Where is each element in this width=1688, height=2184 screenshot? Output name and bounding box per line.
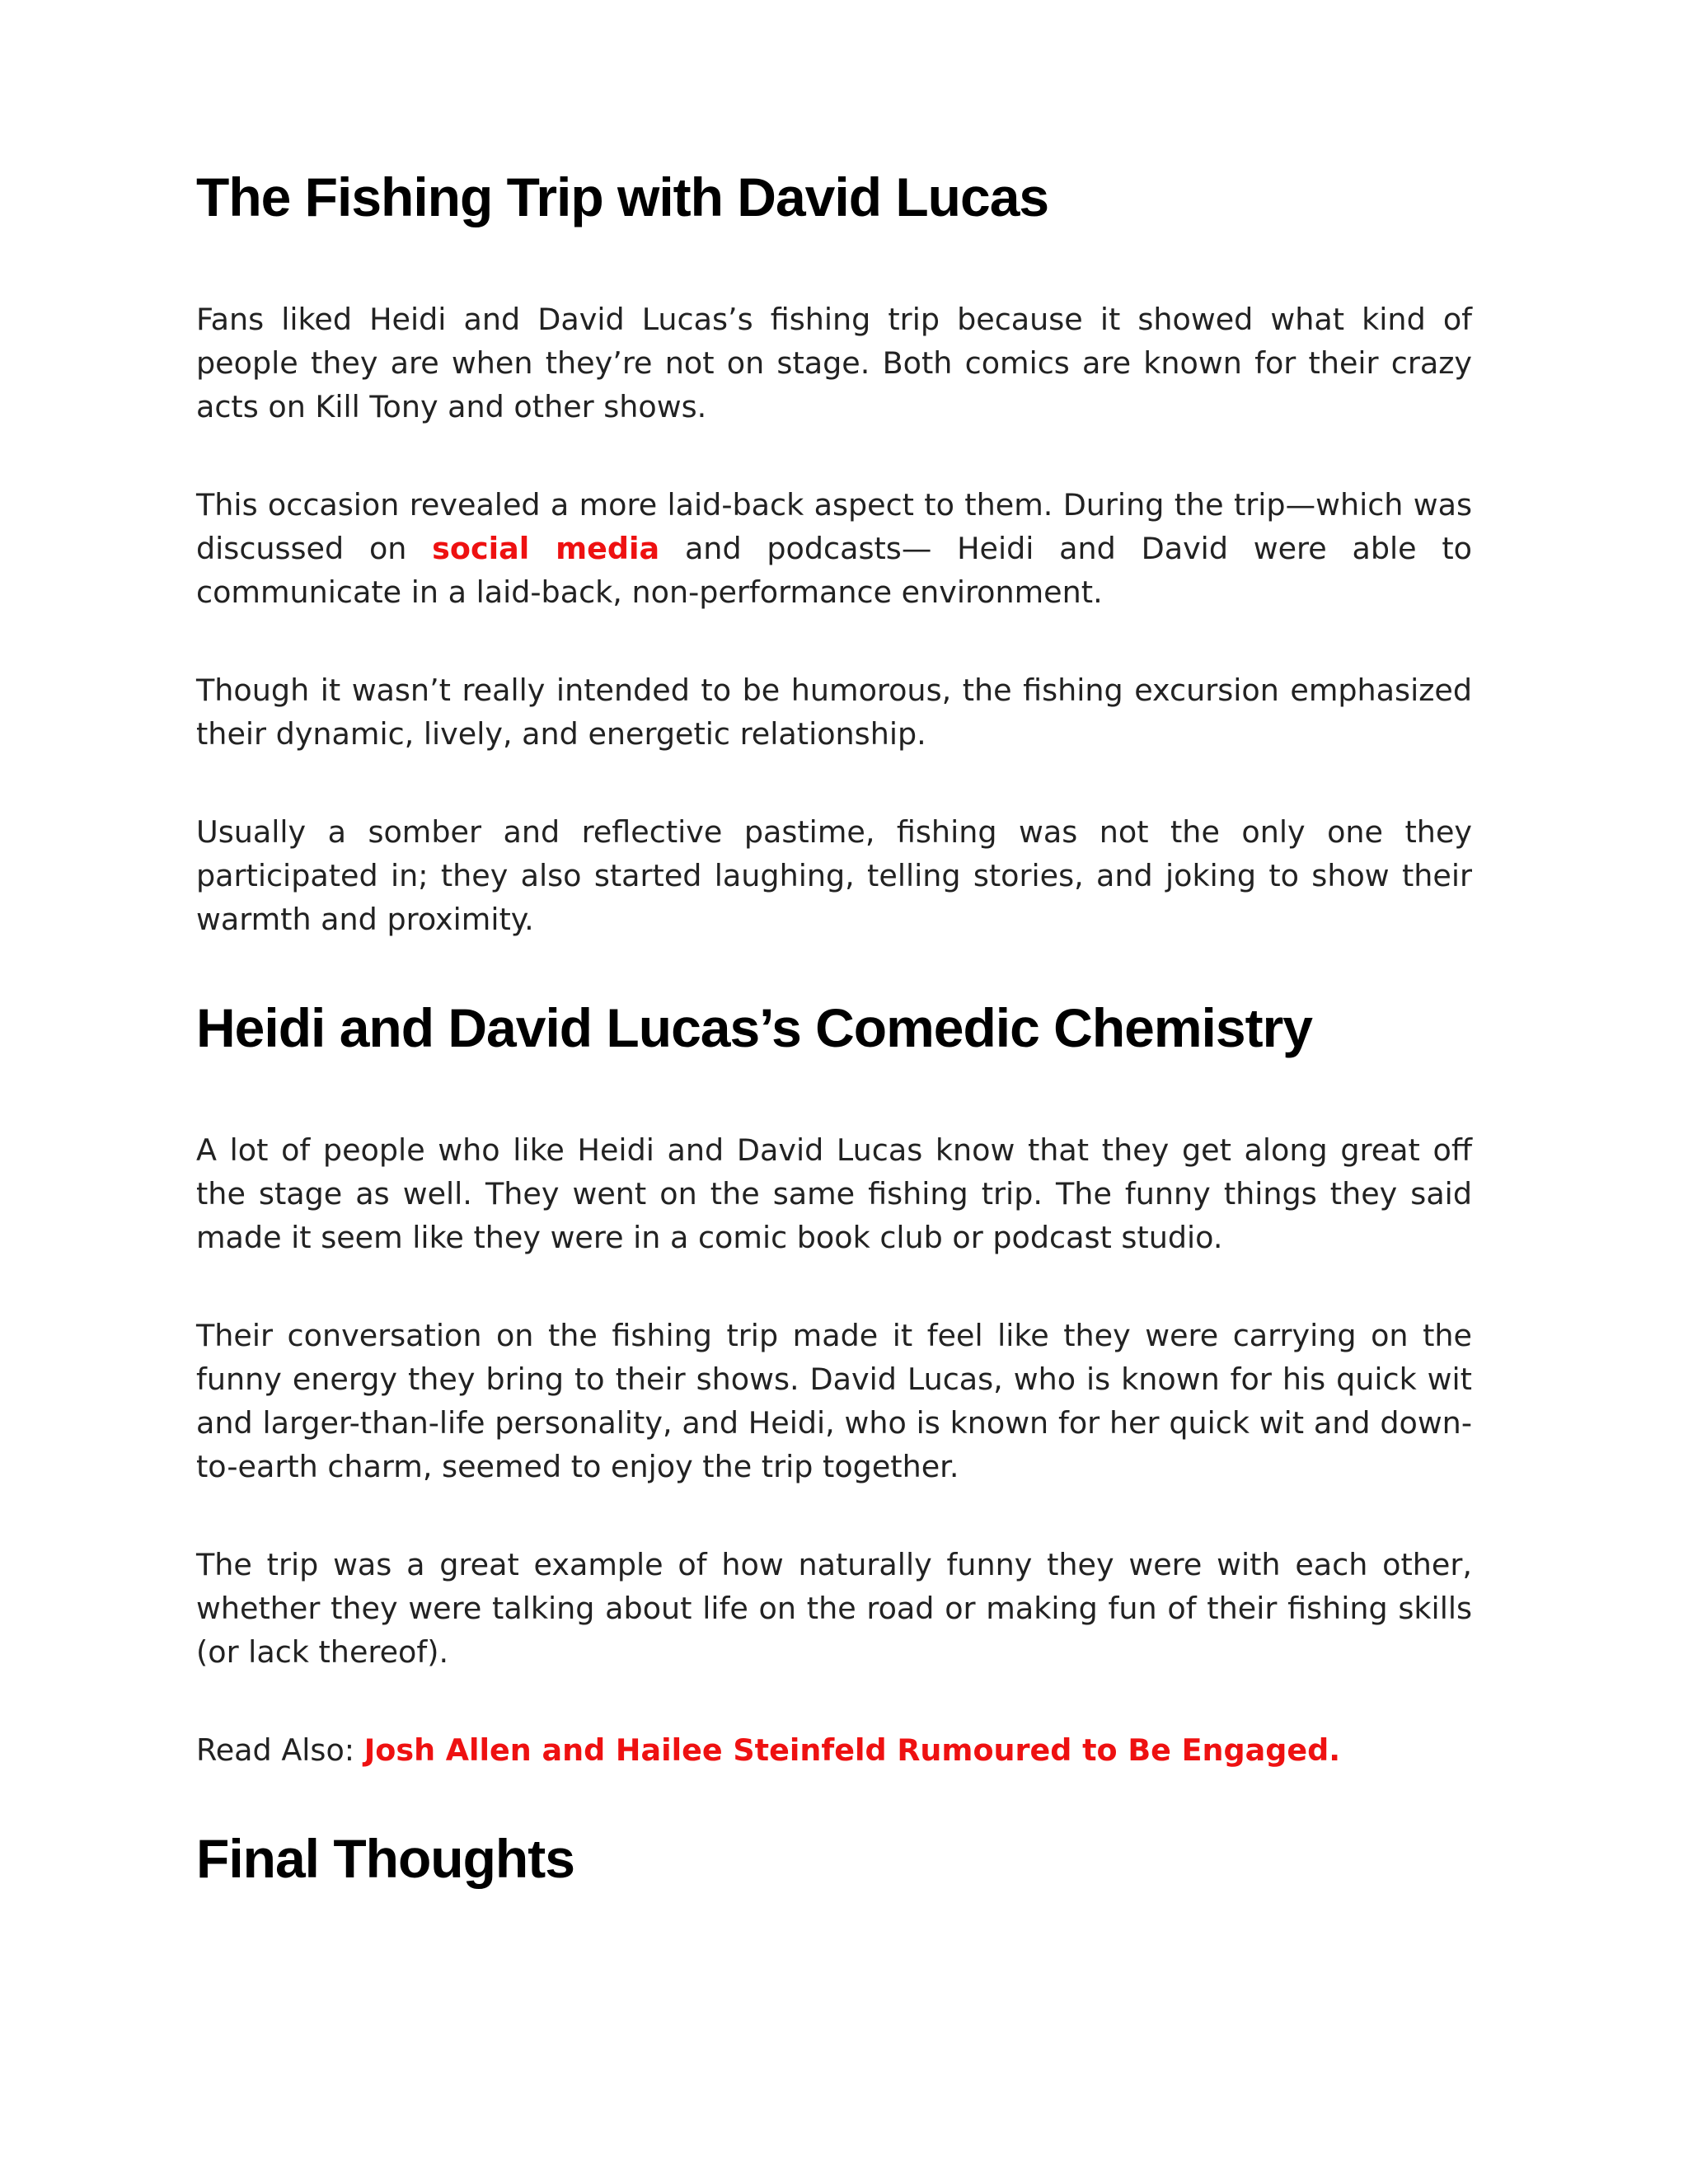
paragraph: [196, 483, 1472, 614]
paragraph-text: and podcasts— Heidi and David were able to communicate in a laid-back, non-performance environment.: [196, 531, 1472, 611]
section-heading-comedic-chemistry: Heidi and David Lucas’s Comedic Chemistry: [196, 997, 1312, 1059]
paragraph: Usually a somber and reflective pastime, fishing was not the only one they participated in; they also started laughing, telling stories, and joking to show their warmth and proximity.: [196, 814, 1472, 938]
paragraph: Their conversation on the fishing trip made it feel like they were carrying on the funny energy they bring to their shows. David Lucas, who is known for his quick wit and larger-than-life personality, and Heidi, who is known for her quick wit and down-to-earth charm, seemed to enjoy the trip together.: [196, 1318, 1472, 1485]
paragraph-text: This occasion revealed a more laid-back aspect to them. During the trip—which was discussed on: [196, 487, 1472, 567]
read-also-label: Read Also:: [196, 1732, 364, 1769]
paragraph: Fans liked Heidi and David Lucas’s fishing trip because it showed what kind of people they are when they’re not on stage. Both comics are known for their crazy acts on Kill Tony and other shows.: [196, 302, 1472, 425]
read-also: [196, 1728, 1472, 1772]
read-also-link[interactable]: Josh Allen and Hailee Steinfeld Rumoured to Be Engaged.: [363, 1732, 1341, 1769]
social-media-link[interactable]: social media: [432, 531, 660, 567]
paragraph: A lot of people who like Heidi and David Lucas know that they get along great off the stage as well. They went on the same fishing trip. The funny things they said made it seem like they were in a comic book club or podcast studio.: [196, 1132, 1472, 1256]
section-heading-final-thoughts: Final Thoughts: [196, 1828, 574, 1890]
paragraph: Though it wasn’t really intended to be humorous, the fishing excursion emphasized their dynamic, lively, and energetic relationship.: [196, 673, 1472, 752]
section-heading-fishing-trip: The Fishing Trip with David Lucas: [196, 166, 1049, 227]
paragraph: The trip was a great example of how naturally funny they were with each other, whether they were talking about life on the road or making fun of their fishing skills (or lack thereof).: [196, 1547, 1472, 1671]
article: [196, 165, 1472, 1892]
